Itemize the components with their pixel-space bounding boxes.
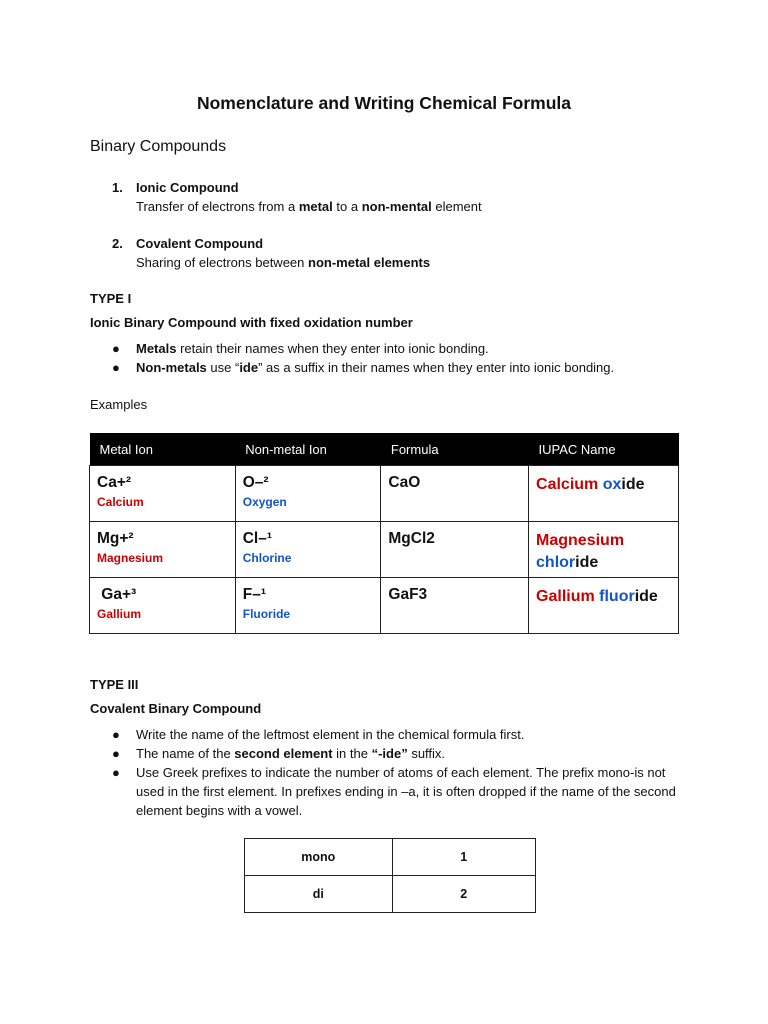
metal-ion-cell: Ga+³ Gallium xyxy=(90,578,236,634)
section-heading: Binary Compounds xyxy=(90,138,227,155)
count-cell: 2 xyxy=(392,876,535,913)
bullet-icon: ● xyxy=(112,341,120,356)
iupac-name-cell: Calcium oxide xyxy=(529,466,679,522)
table-row xyxy=(245,839,536,876)
bullet-icon: ● xyxy=(112,360,120,375)
type3-subheading: Covalent Binary Compound xyxy=(90,701,262,716)
count-cell: 1 xyxy=(392,839,535,876)
type3-heading: TYPE III xyxy=(90,677,139,692)
column-header: IUPAC Name xyxy=(529,433,679,466)
type1-heading: TYPE I xyxy=(90,291,132,306)
table-row xyxy=(90,466,679,522)
type1-subheading: Ionic Binary Compound with fixed oxidation number xyxy=(90,315,413,330)
table-header-row xyxy=(90,433,679,466)
table-row xyxy=(245,876,536,913)
list-item-label: Ionic Compound xyxy=(136,180,239,195)
column-header: Formula xyxy=(381,433,529,466)
bullet-icon: ● xyxy=(112,727,120,742)
nonmetal-ion-cell: O–² Oxygen xyxy=(235,466,381,522)
prefix-cell: di xyxy=(245,876,393,913)
iupac-name-cell: Magnesium chloride xyxy=(529,522,679,578)
examples-label: Examples xyxy=(90,397,148,412)
prefix-cell: mono xyxy=(245,839,393,876)
list-item-desc: Sharing of electrons between non-metal elements xyxy=(136,255,431,270)
nonmetal-ion-cell: F–¹ Fluoride xyxy=(235,578,381,634)
greek-prefix-table xyxy=(244,838,536,913)
list-number: 2. xyxy=(112,236,123,251)
metal-ion-cell: Mg+² Magnesium xyxy=(90,522,236,578)
formula-cell: CaO xyxy=(381,466,529,522)
bullet-icon: ● xyxy=(112,765,120,780)
table-row xyxy=(90,522,679,578)
list-item-desc: Transfer of electrons from a metal to a non-mental element xyxy=(136,199,482,214)
list-item-label: Covalent Compound xyxy=(136,236,264,251)
iupac-name-cell: Gallium fluoride xyxy=(529,578,679,634)
column-header: Non-metal Ion xyxy=(235,433,381,466)
column-header: Metal Ion xyxy=(90,433,236,466)
table-row xyxy=(90,578,679,634)
examples-table xyxy=(89,433,679,634)
list-number: 1. xyxy=(112,180,123,195)
formula-cell: GaF3 xyxy=(381,578,529,634)
formula-cell: MgCl2 xyxy=(381,522,529,578)
page-title: Nomenclature and Writing Chemical Formula xyxy=(196,93,572,113)
bullet-icon: ● xyxy=(112,746,120,761)
nonmetal-ion-cell: Cl–¹ Chlorine xyxy=(235,522,381,578)
metal-ion-cell: Ca+² Calcium xyxy=(90,466,236,522)
